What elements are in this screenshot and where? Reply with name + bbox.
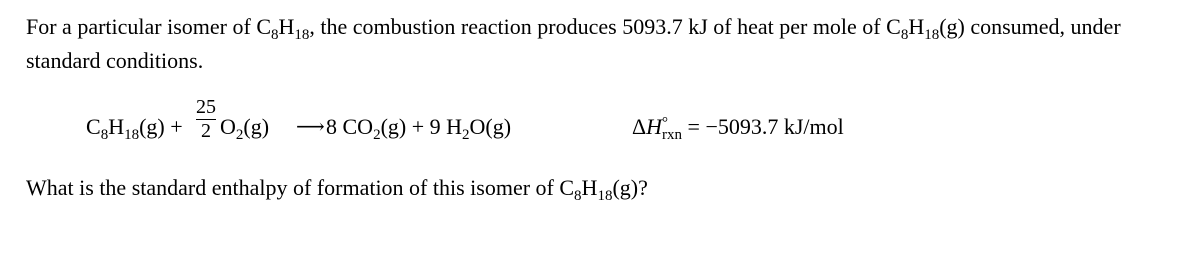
reactant-octane: $C_8H_{18}(g)$ + <box>86 114 183 143</box>
question-text: What is the standard enthalpy of formation of this isomer of $C_8H_{18}(g)$? <box>26 175 648 204</box>
enthalpy-of-reaction: $\Delta H^\circ_{rxn} = -5093.7$ kJ/mol <box>632 114 844 143</box>
products: 8 $CO_2(g) + 9$ $H_2O(g)$ <box>326 114 512 143</box>
oxygen-coefficient-fraction: 25 2 <box>196 96 216 142</box>
intro-text-line1: For a particular isomer of $C_8H_{18}$, the combustion reaction produces 5093.7 kJ of heat per mole of $C_8H_{18}(g)$ consumed, under <box>26 14 1121 43</box>
intro-text-line2: standard conditions. <box>26 48 204 73</box>
reaction-arrow-icon: ⟶ <box>296 116 325 138</box>
reactant-oxygen: $O_2(g)$ <box>220 114 270 143</box>
combustion-equation <box>86 96 1186 156</box>
